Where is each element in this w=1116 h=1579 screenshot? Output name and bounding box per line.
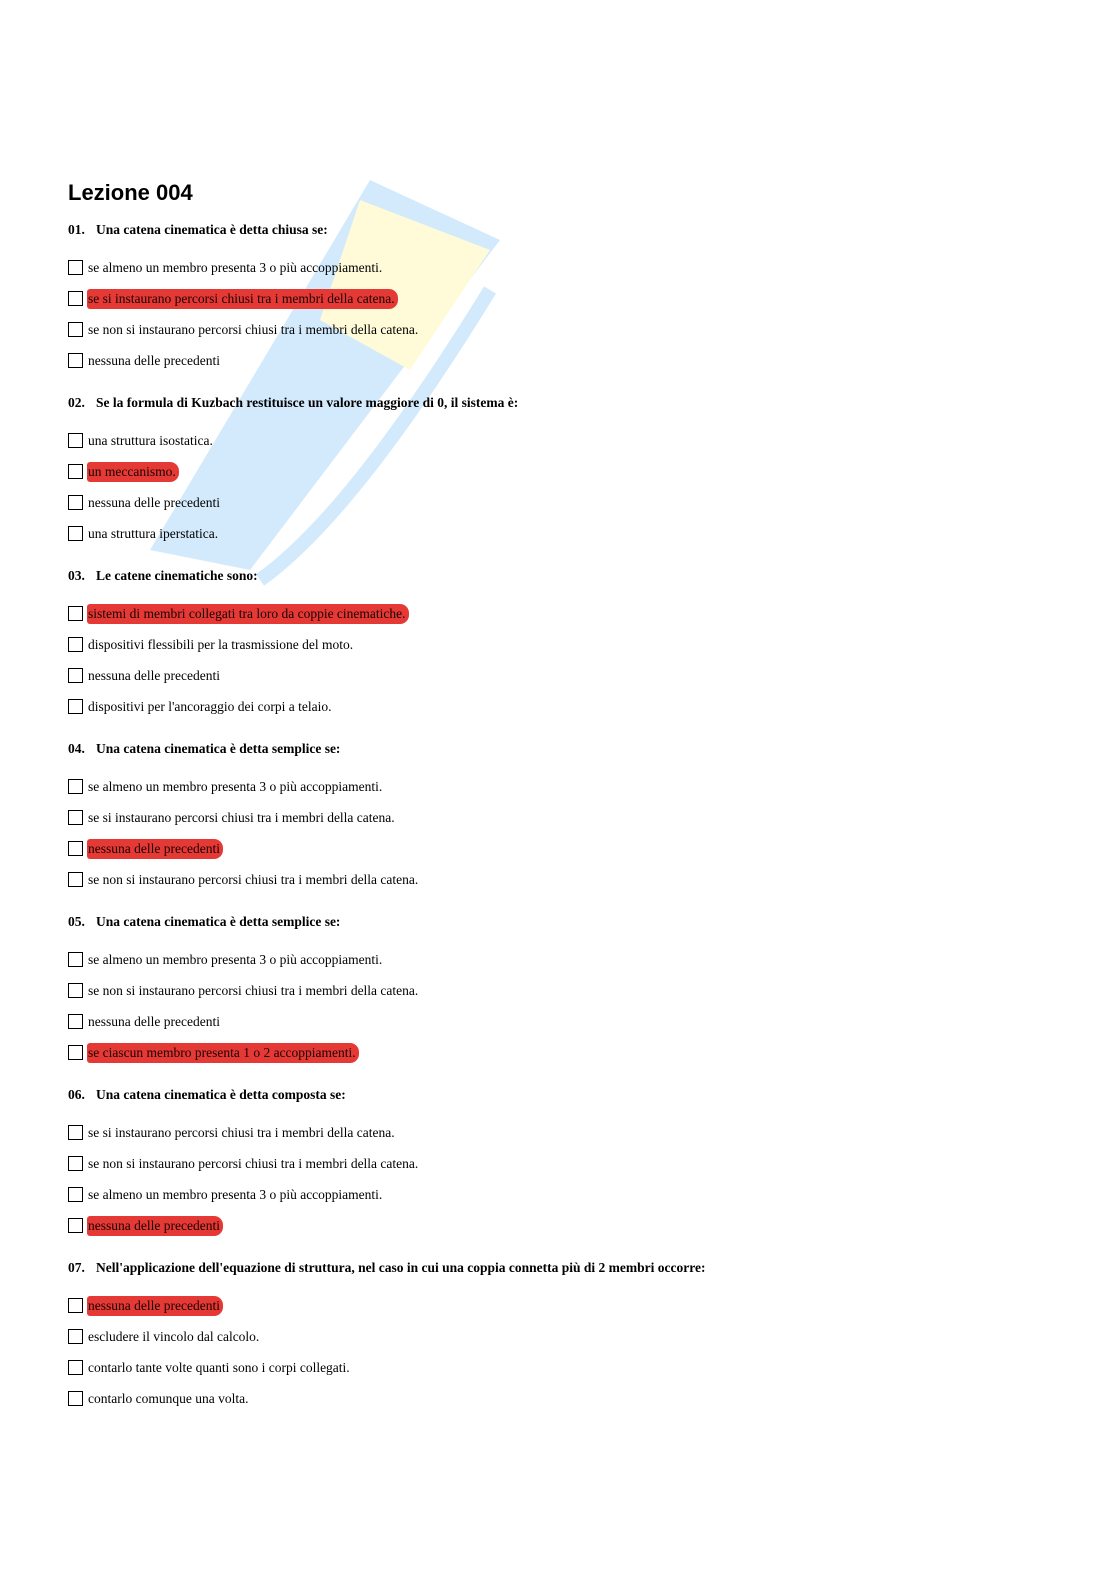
question-text <box>68 568 1048 584</box>
question-block <box>68 741 1048 895</box>
answer-text: se non si instaurano percorsi chiusi tra i membri della catena. <box>88 1155 419 1171</box>
answer-option-correct <box>68 598 1048 629</box>
answer-checkbox[interactable] <box>68 668 83 683</box>
answer-checkbox[interactable] <box>68 1014 83 1029</box>
answer-checkbox[interactable] <box>68 260 83 275</box>
question-block <box>68 568 1048 722</box>
question-prompt: Una catena cinematica è detta semplice se: <box>96 914 341 929</box>
answer-option-correct <box>68 283 1048 314</box>
question-number: 02. <box>68 395 85 410</box>
answer-list <box>68 598 1048 722</box>
question-text <box>68 1260 1048 1276</box>
answer-checkbox[interactable] <box>68 291 83 306</box>
answer-checkbox[interactable] <box>68 1156 83 1171</box>
answer-checkbox[interactable] <box>68 1298 83 1313</box>
answer-text: nessuna delle precedenti <box>87 1216 223 1236</box>
answer-list <box>68 1117 1048 1241</box>
answer-checkbox[interactable] <box>68 637 83 652</box>
answer-checkbox[interactable] <box>68 433 83 448</box>
answer-option-correct <box>68 1290 1048 1321</box>
question-block <box>68 395 1048 549</box>
answer-text: se si instaurano percorsi chiusi tra i membri della catena. <box>88 1124 395 1140</box>
question-prompt: Se la formula di Kuzbach restituisce un valore maggiore di 0, il sistema è: <box>96 395 519 410</box>
answer-text: contarlo comunque una volta. <box>88 1390 249 1406</box>
answer-option-correct <box>68 1037 1048 1068</box>
question-prompt: Una catena cinematica è detta chiusa se: <box>96 222 328 237</box>
answer-option <box>68 518 1048 549</box>
answer-checkbox[interactable] <box>68 1360 83 1375</box>
answer-text: se non si instaurano percorsi chiusi tra i membri della catena. <box>88 871 419 887</box>
question-prompt: Una catena cinematica è detta composta se: <box>96 1087 346 1102</box>
answer-text: escludere il vincolo dal calcolo. <box>88 1328 260 1344</box>
answer-checkbox[interactable] <box>68 841 83 856</box>
answer-text: se almeno un membro presenta 3 o più accoppiamenti. <box>88 778 383 794</box>
answer-checkbox[interactable] <box>68 464 83 479</box>
answer-option <box>68 487 1048 518</box>
answer-checkbox[interactable] <box>68 810 83 825</box>
question-text <box>68 1087 1048 1103</box>
question-text <box>68 741 1048 757</box>
answer-option <box>68 1179 1048 1210</box>
answer-option <box>68 345 1048 376</box>
answer-checkbox[interactable] <box>68 872 83 887</box>
answer-text: se almeno un membro presenta 3 o più accoppiamenti. <box>88 1186 383 1202</box>
lesson-title: Lezione 004 <box>68 180 193 205</box>
answer-list <box>68 944 1048 1068</box>
answer-option <box>68 252 1048 283</box>
answer-option <box>68 1148 1048 1179</box>
answer-text: contarlo tante volte quanti sono i corpi collegati. <box>88 1359 350 1375</box>
answer-text: se si instaurano percorsi chiusi tra i membri della catena. <box>87 289 398 309</box>
answer-option <box>68 1321 1048 1352</box>
answer-checkbox[interactable] <box>68 1125 83 1140</box>
question-number: 06. <box>68 1087 85 1102</box>
answer-option-correct <box>68 456 1048 487</box>
answer-text: nessuna delle precedenti <box>88 667 220 683</box>
answer-list <box>68 252 1048 376</box>
answer-checkbox[interactable] <box>68 322 83 337</box>
answer-text: una struttura iperstatica. <box>88 525 219 541</box>
answer-text: nessuna delle precedenti <box>88 352 220 368</box>
answer-option <box>68 771 1048 802</box>
answer-list <box>68 425 1048 549</box>
answer-checkbox[interactable] <box>68 952 83 967</box>
question-text <box>68 914 1048 930</box>
question-list <box>68 222 1048 1414</box>
answer-option <box>68 864 1048 895</box>
question-number: 04. <box>68 741 85 756</box>
answer-text: nessuna delle precedenti <box>88 494 220 510</box>
question-number: 07. <box>68 1260 85 1275</box>
answer-checkbox[interactable] <box>68 1218 83 1233</box>
question-prompt: Una catena cinematica è detta semplice se: <box>96 741 341 756</box>
answer-option <box>68 314 1048 345</box>
answer-text: dispositivi per l'ancoraggio dei corpi a telaio. <box>88 698 332 714</box>
answer-option <box>68 691 1048 722</box>
question-block <box>68 914 1048 1068</box>
answer-checkbox[interactable] <box>68 1329 83 1344</box>
answer-list <box>68 771 1048 895</box>
question-number: 03. <box>68 568 85 583</box>
answer-list <box>68 1290 1048 1414</box>
answer-text: nessuna delle precedenti <box>87 839 223 859</box>
answer-text: se almeno un membro presenta 3 o più accoppiamenti. <box>88 259 383 275</box>
answer-checkbox[interactable] <box>68 1045 83 1060</box>
answer-text: nessuna delle precedenti <box>87 1296 223 1316</box>
question-block <box>68 1087 1048 1241</box>
answer-checkbox[interactable] <box>68 699 83 714</box>
answer-option <box>68 1383 1048 1414</box>
answer-text: sistemi di membri collegati tra loro da coppie cinematiche. <box>87 604 409 624</box>
answer-option <box>68 1117 1048 1148</box>
answer-text: se ciascun membro presenta 1 o 2 accoppiamenti. <box>87 1043 359 1063</box>
answer-option-correct <box>68 833 1048 864</box>
answer-option <box>68 1006 1048 1037</box>
answer-checkbox[interactable] <box>68 606 83 621</box>
answer-text: se almeno un membro presenta 3 o più accoppiamenti. <box>88 951 383 967</box>
answer-text: dispositivi flessibili per la trasmissione del moto. <box>88 636 354 652</box>
answer-text: nessuna delle precedenti <box>88 1013 220 1029</box>
question-number: 05. <box>68 914 85 929</box>
answer-checkbox[interactable] <box>68 983 83 998</box>
answer-checkbox[interactable] <box>68 495 83 510</box>
answer-option <box>68 1352 1048 1383</box>
question-text <box>68 395 1048 411</box>
answer-checkbox[interactable] <box>68 526 83 541</box>
answer-option-correct <box>68 1210 1048 1241</box>
answer-option <box>68 425 1048 456</box>
answer-text: se non si instaurano percorsi chiusi tra i membri della catena. <box>88 982 419 998</box>
question-text <box>68 222 1048 238</box>
answer-checkbox[interactable] <box>68 779 83 794</box>
answer-option <box>68 660 1048 691</box>
question-number: 01. <box>68 222 85 237</box>
answer-text: se si instaurano percorsi chiusi tra i membri della catena. <box>88 809 395 825</box>
answer-checkbox[interactable] <box>68 1187 83 1202</box>
answer-option <box>68 944 1048 975</box>
answer-option <box>68 802 1048 833</box>
document-content <box>68 178 1048 1433</box>
answer-checkbox[interactable] <box>68 353 83 368</box>
question-block <box>68 1260 1048 1414</box>
answer-checkbox[interactable] <box>68 1391 83 1406</box>
answer-option <box>68 975 1048 1006</box>
question-block <box>68 222 1048 376</box>
question-prompt: Le catene cinematiche sono: <box>96 568 258 583</box>
answer-text: un meccanismo. <box>87 462 179 482</box>
question-prompt: Nell'applicazione dell'equazione di struttura, nel caso in cui una coppia connetta più di 2 membri occorre: <box>96 1260 706 1275</box>
answer-text: una struttura isostatica. <box>88 432 213 448</box>
answer-option <box>68 629 1048 660</box>
answer-text: se non si instaurano percorsi chiusi tra i membri della catena. <box>88 321 419 337</box>
